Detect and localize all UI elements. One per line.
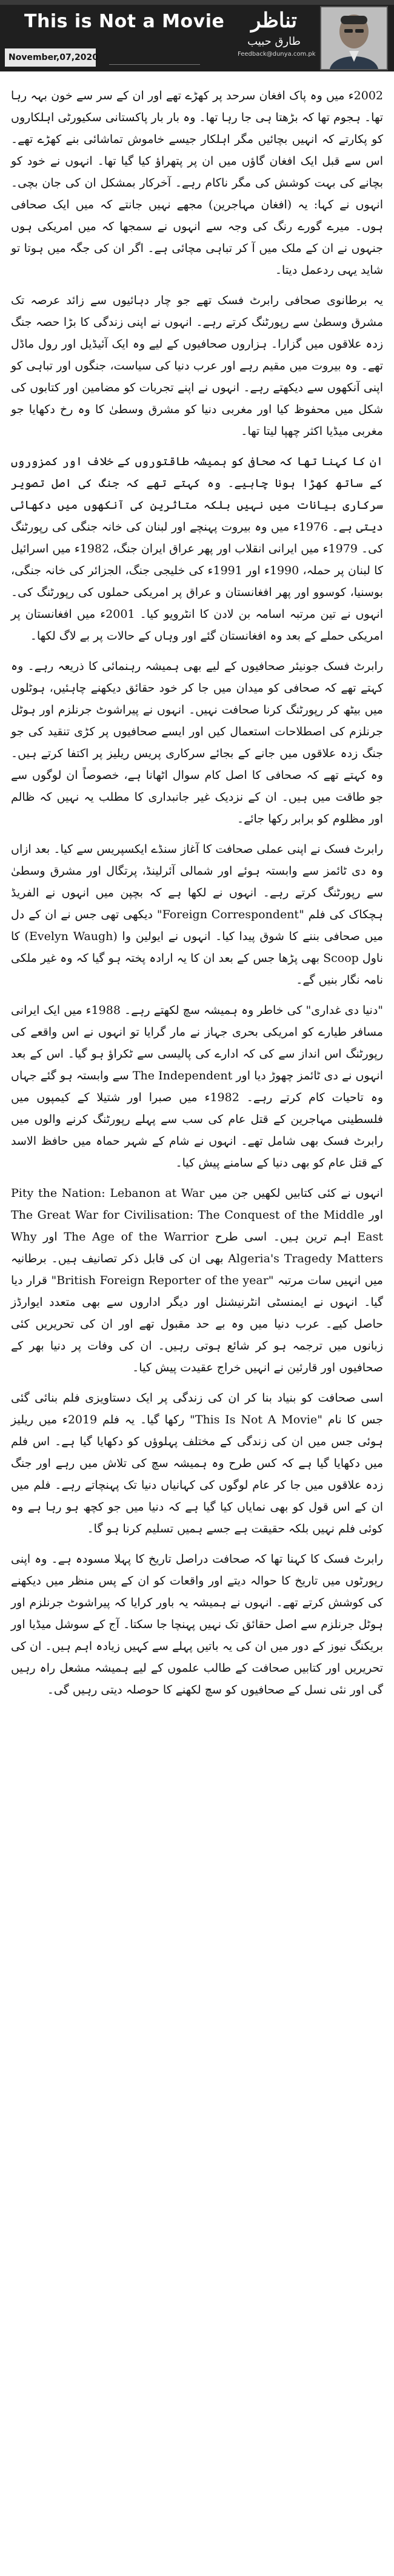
author-photo-icon xyxy=(320,6,388,70)
article-paragraph: انہوں نے کئی کتابیں لکھیں جن میں Pity the Nation: Lebanon at War اور The Great War for Civilisation: The Conquest of the Middle East اہم ترین ہیں۔ اسی طرح The Age of the Warrior اور Why Algeria's Tragedy Matters بھی ان کی قابل ذکر تصانیف ہیں۔ برطانیہ میں انہیں سات مرتبہ "British Foreign Reporter of the year" قرار دیا گیا۔ انہوں نے ایمنسٹی انٹرنیشنل اور دیگر اداروں سے بھی متعدد ایوارڈز حاصل کیے۔ عرب دنیا میں وہ بے حد مقبول تھے اور ان کی تحریریں کئی زبانوں میں ترجمہ ہو کر شائع ہوتی رہیں۔ ان کی وفات پر دنیا بھر کے صحافیوں اور قارئین نے انہیں خراج عقیدت پیش کیا۔ xyxy=(11,1187,383,1374)
column-header-banner xyxy=(0,0,394,71)
author-name: طارق حبیب xyxy=(247,35,301,48)
article-paragraph: یہ برطانوی صحافی رابرٹ فسک تھے جو چار دہائیوں سے زائد عرصہ تک مشرق وسطیٰ سے رپورٹنگ کرتے رہے۔ انہوں نے اپنی زندگی کا بڑا حصہ جنگ زدہ علاقوں میں گزارا۔ ہزاروں صحافیوں کے لیے وہ ایک آئیڈیل اور رول ماڈل تھے۔ وہ بیروت میں مقیم رہے اور عرب دنیا کی سیاست، جنگوں اور تباہی کو اپنی آنکھوں سے دیکھتے رہے۔ انہوں نے اپنے تجربات کو مضامین اور کتابوں کی شکل میں محفوظ کیا اور مغربی دنیا کو مشرق وسطیٰ کا وہ رخ دکھایا جو مغربی میڈیا اکثر چھپا لیتا تھا۔ xyxy=(11,294,383,438)
article-paragraph: اسی صحافت کو بنیاد بنا کر ان کی زندگی پر ایک دستاویزی فلم بنائی گئی جس کا نام "This Is Not A Movie" رکھا گیا۔ یہ فلم 2019ء میں ریلیز ہوئی جس میں ان کی زندگی کے مختلف پہلوؤں کو دکھایا گیا ہے۔ اس فلم میں دکھایا گیا ہے کہ کس طرح وہ ہمیشہ سچ کی تلاش میں رہے اور جنگ زدہ علاقوں میں جا کر عام لوگوں کی کہانیاں دنیا تک پہنچاتے رہے۔ فلم میں ان کے اس قول کو بھی نمایاں کیا گیا ہے کہ دنیا میں جو کچھ ہو رہا ہے وہ کوئی فلم نہیں بلکہ حقیقت ہے جسے ہمیں تسلیم کرنا ہو گا۔ xyxy=(11,1391,383,1535)
column-title: This is Not a Movie xyxy=(24,11,225,32)
column-brand xyxy=(238,8,310,48)
author-portrait-icon xyxy=(321,7,387,69)
article-paragraph: "دنیا دی غداری" کی خاطر وہ ہمیشہ سچ لکھتے رہے۔ 1988ء میں ایک ایرانی مسافر طیارے کو امریکی بحری جہاز نے مار گرایا تو انہوں نے اس واقعے کی رپورٹنگ اس انداز سے کی کہ ادارے کی پالیسی سے ٹکراؤ ہو گیا۔ اس کے بعد انہوں نے دی ٹائمز چھوڑ دیا اور The Independent سے وابستہ ہو گئے جہاں وہ تاحیات کام کرتے رہے۔ 1982ء میں صبرا اور شتیلا کے کیمپوں میں فلسطینی مہاجرین کے قتل عام کی سب سے پہلے رپورٹنگ کرنے والوں میں رابرٹ فسک بھی شامل تھے۔ انہوں نے شام کے شہر حماہ میں حافظ الاسد کے قتل عام کو بھی دنیا کے سامنے پیش کیا۔ xyxy=(11,1004,384,1170)
banner-top-stripe xyxy=(0,0,394,5)
article-body xyxy=(0,71,394,1701)
article-paragraph: رابرٹ فسک جونیئر صحافیوں کے لیے بھی ہمیشہ رہنمائی کا ذریعہ رہے۔ وہ کہتے تھے کہ صحافی کو میدان میں جا کر خود حقائق دیکھنے چاہئیں، ہوٹلوں میں بیٹھ کر رپورٹنگ کرنا صحافت نہیں۔ انہوں نے پیراشوٹ جرنلزم اور ہوٹل جرنلزم کی اصطلاحات استعمال کیں اور ایسے صحافیوں پر کڑی تنقید کی جو جنگ زدہ علاقوں میں جانے کے بجائے سرکاری پریس ریلیز پر اکتفا کرتے ہیں۔ وہ کہتے تھے کہ صحافی کا اصل کام سوال اٹھانا ہے، خصوصاً ان لوگوں سے جو طاقت میں ہیں۔ ان کے نزدیک غیر جانبداری کا مطلب یہ نہیں کہ ظالم اور مظلوم کو برابر رکھا جائے۔ xyxy=(11,660,383,826)
feedback-email: Feedback@dunya.com.pk xyxy=(238,51,316,58)
article-paragraph: رابرٹ فسک نے اپنی عملی صحافت کا آغاز سنڈے ایکسپریس سے کیا۔ بعد ازاں وہ دی ٹائمز سے وابستہ ہوئے اور شمالی آئرلینڈ، پرتگال اور مشرق وسطیٰ سے رپورٹنگ کرتے رہے۔ انہوں نے لکھا ہے کہ بچپن میں انہوں نے الفریڈ ہچکاک کی فلم "Foreign Correspondent" دیکھی تھی جس نے ان کے دل میں صحافی بننے کا شوق پیدا کیا۔ انہوں نے ایولین وا (Evelyn Waugh) کا ناول Scoop بھی پڑھا جس کے بعد ان کا یہ ارادہ پختہ ہو گیا کہ وہ غیر ملکی نامہ نگار بنیں گے۔ xyxy=(11,843,383,987)
article-paragraph: ان کا کہنا تھا کہ صحافی کو ہمیشہ طاقتوروں کے خلاف اور کمزوروں کے ساتھ کھڑا ہونا چاہیے۔ وہ کہتے تھے کہ جنگ کی اصل تصویر سرکاری بیانات میں نہیں بلکہ متاثرین کی آنکھوں میں دکھائی دیتی ہے۔ 1976ء میں وہ بیروت پہنچے اور لبنان کی خانہ جنگی کی رپورٹنگ کی۔ 1979ء میں ایرانی انقلاب اور پھر عراق ایران جنگ، 1982ء میں اسرائیل کا لبنان پر حملہ، 1990ء اور 1991ء کی خلیجی جنگ، الجزائر کی خانہ جنگی، بوسنیا، کوسوو اور پھر افغانستان و عراق پر امریکی حملوں کی رپورٹنگ کی۔ انہوں نے تین مرتبہ اسامہ بن لادن کا انٹرویو کیا۔ 2001ء میں افغانستان پر امریکی حملے کے بعد وہ افغانستان گئے اور وہاں کے حالات پر بے لاگ لکھا۔ xyxy=(11,455,383,643)
publish-date: November,07,2020 xyxy=(5,48,96,67)
banner-divider xyxy=(109,51,200,65)
article-paragraph: رابرٹ فسک کا کہنا تھا کہ صحافت دراصل تاریخ کا پہلا مسودہ ہے۔ وہ اپنی رپورٹوں میں تاریخ کا حوالہ دیتے اور واقعات کو ان کے پس منظر میں دیکھنے کی کوشش کرتے تھے۔ انہوں نے ہمیشہ یہ باور کرایا کہ پیراشوٹ جرنلزم اور ہوٹل جرنلزم سے اصل حقائق تک نہیں پہنچا جا سکتا۔ آج کے سوشل میڈیا اور بریکنگ نیوز کے دور میں ان کی یہ باتیں پہلے سے کہیں زیادہ اہم ہیں۔ ان کی تحریریں اور کتابیں صحافت کے طالب علموں کے لیے ہمیشہ مشعل راہ رہیں گی اور نئی نسل کے صحافیوں کو سچ لکھنے کا حوصلہ دیتی رہیں گی۔ xyxy=(11,1552,383,1697)
article-paragraph: 2002ء میں وہ پاک افغان سرحد پر کھڑے تھے اور ان کے سر سے خون بہہ رہا تھا۔ ہجوم تھا کہ بڑھتا ہی جا رہا تھا۔ وہ بار بار پاکستانی سکیورٹی اہلکاروں کو پکارتے کہ انہیں بچائیں مگر اہلکار جیسے خاموش تماشائی بنے کھڑے تھے۔ اس سے قبل ایک افغان گاؤں میں ان پر پتھراؤ کیا گیا تھا۔ انہوں نے خود کو بچانے کی بہت کوشش کی مگر ناکام رہے۔ آخرکار بمشکل ان کی جان بچی۔ انہوں نے کہا: یہ (افغان مہاجرین) مجھے نہیں جانتے کہ میں ایک صحافی ہوں۔ میرے گورے رنگ کی وجہ سے انہوں نے سمجھا کہ میں امریکی ہوں جنہوں نے ان کے ملک میں آ کر تباہی مچائی ہے۔ اگر ان کی جگہ میں ہوتا تو شاید یہی ردعمل دیتا۔ xyxy=(11,89,383,277)
column-name: تناظر xyxy=(251,8,297,33)
